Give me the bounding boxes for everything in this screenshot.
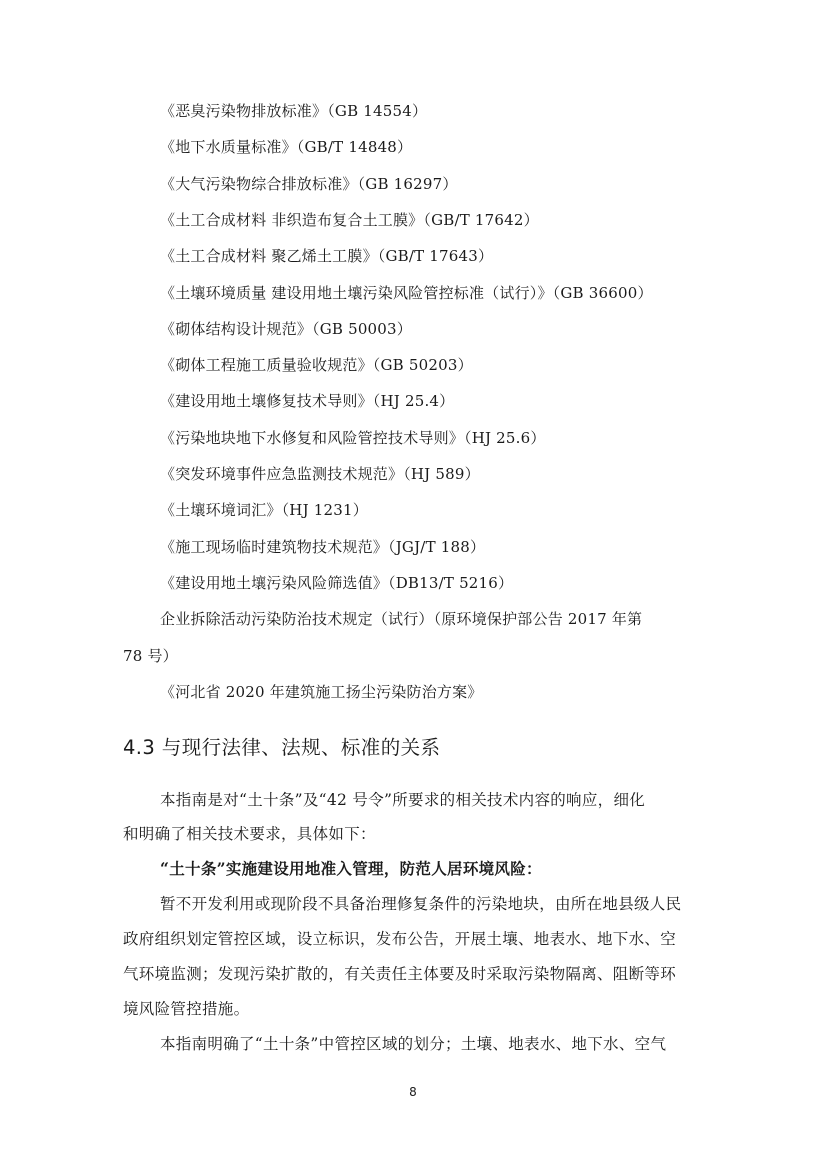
quote-line: 暂不开发利用或现阶段不具备治理修复条件的污染地块，由所在地县级人民	[160, 895, 682, 913]
reference-item: 《砌体结构设计规范》（GB 50003）	[160, 320, 412, 338]
demolition-rule-line1: 企业拆除活动污染防治技术规定（试行）（原环境保护部公告 2017 年第	[160, 610, 643, 628]
reference-item: 《建设用地土壤修复技术导则》（HJ 25.4）	[160, 392, 455, 410]
reference-item: 《砌体工程施工质量验收规范》（GB 50203）	[160, 356, 473, 374]
reference-item: 《污染地块地下水修复和风险管控技术导则》（HJ 25.6）	[160, 429, 546, 447]
reference-item: 《土工合成材料 聚乙烯土工膜》（GB/T 17643）	[160, 247, 494, 265]
reference-item: 《大气污染物综合排放标准》（GB 16297）	[160, 175, 458, 193]
page-number: 8	[409, 1085, 417, 1099]
reference-item: 《土工合成材料 非织造布复合土工膜》（GB/T 17642）	[160, 211, 539, 229]
quote-line: 境风险管控措施。	[123, 1000, 250, 1018]
reference-item: 《突发环境事件应急监测技术规范》（HJ 589）	[160, 465, 480, 483]
quote-line: 气环境监测；发现污染扩散的，有关责任主体要及时采取污染物隔离、阻断等环	[123, 965, 677, 983]
demolition-rule-line2: 78 号）	[123, 647, 178, 665]
hebei-plan-reference: 《河北省 2020 年建筑施工扬尘污染防治方案》	[160, 683, 483, 701]
reference-item: 《恶臭污染物排放标准》（GB 14554）	[160, 102, 428, 120]
reference-item: 《地下水质量标准》（GB/T 14848）	[160, 138, 413, 156]
reference-item: 《施工现场临时建筑物技术规范》（JGJ/T 188）	[160, 538, 486, 556]
section-heading: 4.3 与现行法律、法规、标准的关系	[123, 736, 441, 759]
quote-line: 政府组织划定管控区域，设立标识，发布公告，开展土壤、地表水、地下水、空	[123, 930, 677, 948]
intro-line: 和明确了相关技术要求，具体如下：	[123, 825, 376, 843]
reference-item: 《土壤环境词汇》（HJ 1231）	[160, 501, 368, 519]
body-line: 本指南明确了“土十条”中管控区域的划分；土壤、地表水、地下水、空气	[160, 1035, 667, 1053]
bold-subtitle: “土十条”实施建设用地准入管理，防范人居环境风险：	[160, 859, 542, 878]
intro-line: 本指南是对“土十条”及“42 号令”所要求的相关技术内容的响应，细化	[160, 791, 646, 809]
reference-item: 《建设用地土壤污染风险筛选值》（DB13/T 5216）	[160, 574, 514, 592]
reference-item: 《土壤环境质量 建设用地土壤污染风险管控标准（试行）》（GB 36600）	[160, 284, 653, 302]
